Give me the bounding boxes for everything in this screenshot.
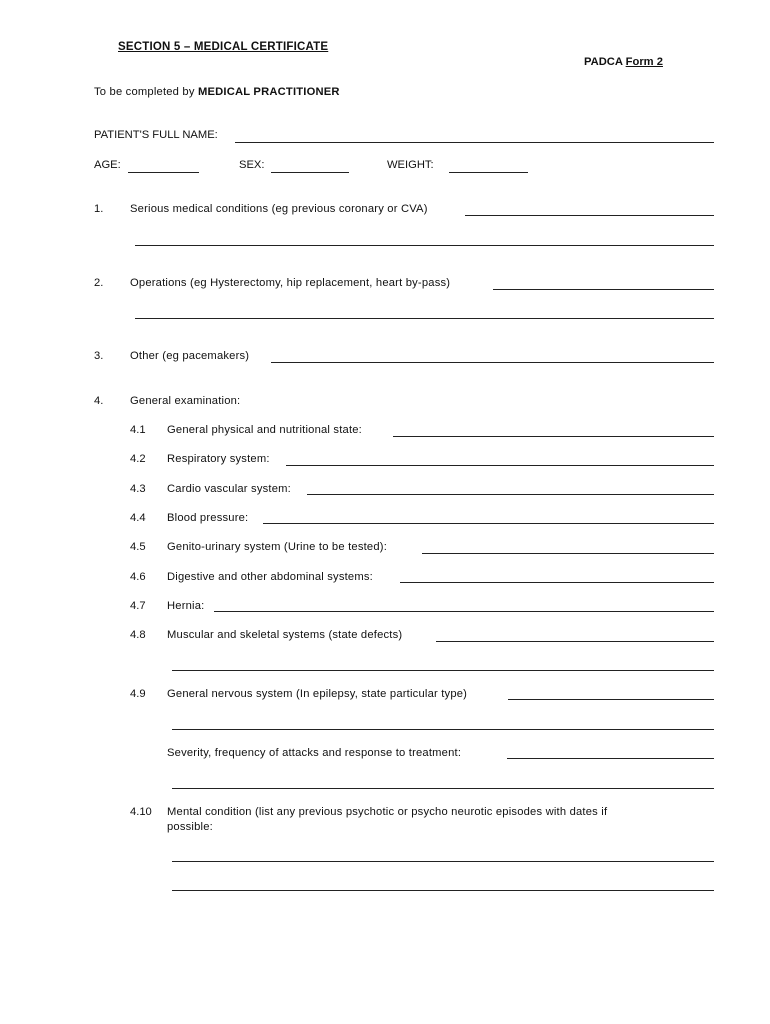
q1-field[interactable] [465, 215, 714, 216]
s410-field-continued[interactable] [172, 890, 714, 891]
s43-number: 4.3 [130, 483, 146, 495]
s42-number: 4.2 [130, 453, 146, 465]
age-label: AGE: [94, 159, 121, 171]
patient-full-name-field[interactable] [235, 142, 714, 143]
q3-field[interactable] [271, 362, 714, 363]
s48-number: 4.8 [130, 629, 146, 641]
s47-field[interactable] [214, 611, 714, 612]
sex-label: SEX: [239, 159, 265, 171]
s48-label: Muscular and skeletal systems (state defects) [167, 629, 403, 641]
q2-number: 2. [94, 277, 104, 289]
s44-label: Blood pressure: [167, 512, 249, 524]
s45-number: 4.5 [130, 541, 146, 553]
q1-number: 1. [94, 203, 104, 215]
s49-number: 4.9 [130, 688, 146, 700]
q1-field-continued[interactable] [135, 245, 714, 246]
s48-field-continued[interactable] [172, 670, 714, 671]
q1-label: Serious medical conditions (eg previous coronary or CVA) [130, 203, 428, 215]
s43-label: Cardio vascular system: [167, 483, 291, 495]
age-field[interactable] [128, 172, 199, 173]
s410-label-line2: possible: [167, 821, 213, 833]
s48-field[interactable] [436, 641, 714, 642]
s45-label: Genito-urinary system (Urine to be tested): [167, 541, 387, 553]
weight-field[interactable] [449, 172, 528, 173]
s410-field[interactable] [172, 861, 714, 862]
s44-number: 4.4 [130, 512, 146, 524]
patient-full-name-label: PATIENT'S FULL NAME: [94, 129, 218, 141]
s47-number: 4.7 [130, 600, 146, 612]
s49-label: General nervous system (In epilepsy, state particular type) [167, 688, 468, 700]
form-prefix: PADCA [584, 56, 623, 68]
s410-label-line1: Mental condition (list any previous psychotic or psycho neurotic episodes with dates if [167, 806, 608, 818]
q2-field-continued[interactable] [135, 318, 714, 319]
s46-field[interactable] [400, 582, 714, 583]
s45-field[interactable] [422, 553, 714, 554]
s49-severity-label: Severity, frequency of attacks and response to treatment: [167, 747, 462, 759]
weight-label: WEIGHT: [387, 159, 434, 171]
q3-label: Other (eg pacemakers) [130, 350, 250, 362]
s410-number: 4.10 [130, 806, 152, 818]
s41-label: General physical and nutritional state: [167, 424, 362, 436]
s44-field[interactable] [263, 523, 714, 524]
form-name: Form 2 [625, 56, 663, 68]
form-label [584, 56, 663, 68]
s42-label: Respiratory system: [167, 453, 270, 465]
s49-field[interactable] [508, 699, 714, 700]
s42-field[interactable] [286, 465, 714, 466]
s46-number: 4.6 [130, 571, 146, 583]
q3-number: 3. [94, 350, 104, 362]
section-title: SECTION 5 – MEDICAL CERTIFICATE [118, 41, 329, 53]
s47-label: Hernia: [167, 600, 205, 612]
s41-field[interactable] [393, 436, 714, 437]
completed-by [94, 86, 340, 98]
q4-number: 4. [94, 395, 104, 407]
s49-severity-field-continued[interactable] [172, 788, 714, 789]
s41-number: 4.1 [130, 424, 146, 436]
q2-label: Operations (eg Hysterectomy, hip replacement, heart by-pass) [130, 277, 451, 289]
sex-field[interactable] [271, 172, 349, 173]
completed-by-role: MEDICAL PRACTITIONER [197, 86, 340, 98]
s46-label: Digestive and other abdominal systems: [167, 571, 373, 583]
s49-field-continued[interactable] [172, 729, 714, 730]
q4-label: General examination: [130, 395, 241, 407]
q2-field[interactable] [493, 289, 714, 290]
completed-by-prefix: To be completed by [94, 86, 195, 98]
s43-field[interactable] [307, 494, 714, 495]
s49-severity-field[interactable] [507, 758, 714, 759]
